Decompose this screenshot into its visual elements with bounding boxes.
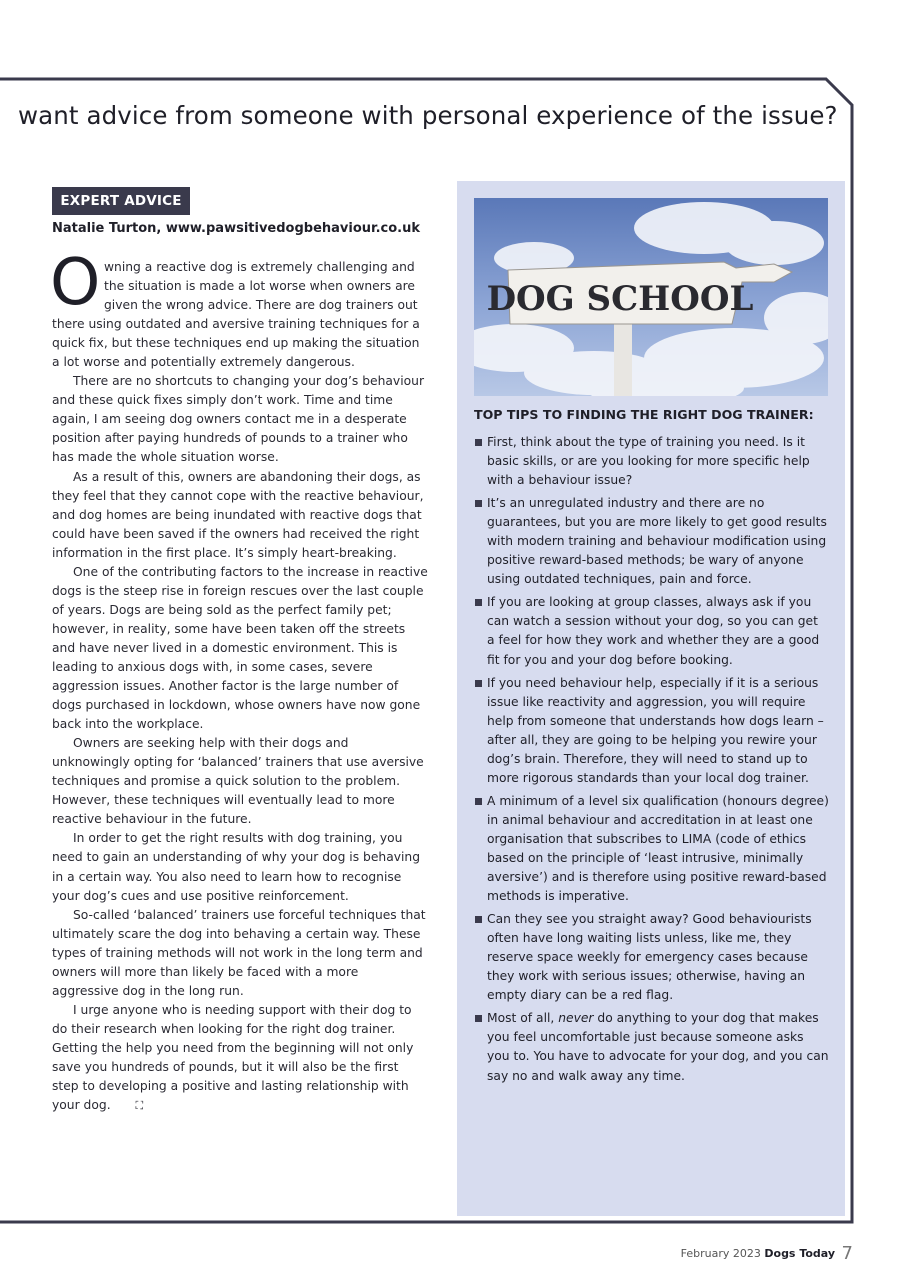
square-bullet-icon <box>475 439 482 446</box>
tip-item: First, think about the type of training you need. Is it basic skills, or are you looking for more specific help with a behaviour issue? <box>474 433 829 490</box>
square-bullet-icon <box>475 680 482 687</box>
article-paragraph: In order to get the right results with dog training, you need to gain an understanding of why your dog is behaving in a certain way. You also need to learn how to recognise your dog’s cues and use positive reinforcement. <box>52 831 421 903</box>
emphasis-never: never <box>558 1011 594 1026</box>
tip-item: If you are looking at group classes, always ask if you can watch a session without your dog, so you can get a feel for how they work and whether they are a good fit for you and your dog before booking. <box>474 593 829 669</box>
end-mark-icon: ⛶ <box>135 1099 144 1113</box>
expert-advice-badge: EXPERT ADVICE <box>52 187 190 215</box>
page-footer <box>681 1243 853 1265</box>
issue-date: February 2023 <box>680 1247 761 1260</box>
article-paragraph: I urge anyone who is needing support with their dog to do their research when looking for the right dog trainer. Getting the help you need from the beginning will not only save you hundreds of pounds, but it will also be the first step to developing a positive and lasting relationship with your dog. ⛶ <box>52 1001 428 1115</box>
tip-item: Can they see you straight away? Good behaviourists often have long waiting lists unless, like me, they reserve space weekly for emergency cases because they work with serious issues; otherwise, having an empty diary can be a red flag. <box>474 910 829 1005</box>
sign-text: DOG SCHOOL <box>486 279 754 319</box>
square-bullet-icon <box>475 916 482 923</box>
dog-school-photo <box>474 198 828 396</box>
page-number: 7 <box>841 1243 853 1264</box>
page-headline: want advice from someone with personal experience of the issue? <box>18 101 838 130</box>
article-paragraph: Owning a reactive dog is extremely challenging and the situation is made a lot worse when owners are given the wrong advice. There are dog trainers out there using outdated and aversive training techniques for a quick fix, but these techniques end up making the situation a lot worse and potentially extremely dangerous. <box>50 246 420 370</box>
tip-item: It’s an unregulated industry and there are no guarantees, but you are more likely to get good results with modern training and behaviour modification using positive reward-based methods; be wary of anyone using outdated techniques, pain and force. <box>474 494 829 589</box>
tip-item: Most of all, never do anything to your dog that makes you feel uncomfortable just because someone asks you to. You have to advocate for your dog, and you can say no and walk away any time. <box>474 1009 829 1085</box>
article-paragraph: As a result of this, owners are abandoning their dogs, as they feel that they cannot cope with the reactive behaviour, and dog homes are being inundated with reactive dogs that could have been saved if the owners had received the right information in the first place. It’s simply heart-breaking. <box>52 469 424 560</box>
tips-heading: TOP TIPS TO FINDING THE RIGHT DOG TRAINER: <box>474 407 814 422</box>
square-bullet-icon <box>475 599 482 606</box>
drop-cap: O <box>50 246 101 320</box>
article-paragraph: Owners are seeking help with their dogs and unknowingly opting for ‘balanced’ trainers that use aversive techniques and promise a quick solution to the problem. However, these techniques will eventually lead to more reactive behaviour in the future. <box>52 736 424 827</box>
article-paragraph: So-called ‘balanced’ trainers use forceful techniques that ultimately scare the dog into behaving a certain way. These types of training methods will not work in the long term and owners will more than likely be faced with a more aggressive dog in the long run. <box>52 907 426 998</box>
tips-list <box>474 433 829 1090</box>
author-byline: Natalie Turton, www.pawsitivedogbehaviour.co.uk <box>52 221 421 236</box>
tip-item: If you need behaviour help, especially if it is a serious issue like reactivity and aggression, you will require help from someone that understands how dogs learn – after all, they are going to be helping you rewire your dog’s brain. Therefore, they will need to stand up to more rigorous standards than your local dog trainer. <box>474 674 829 788</box>
article-paragraph: One of the contributing factors to the increase in reactive dogs is the steep rise in foreign rescues over the last couple of years. Dogs are being sold as the perfect family pet; however, in reality, some have been taken off the streets and have never lived in a domestic environment. This is leading to anxious dogs with, in some cases, severe aggression issues. Another factor is the large number of dogs purchased in lockdown, whose owners have now gone back into the workplace. <box>52 564 428 732</box>
square-bullet-icon <box>475 798 482 805</box>
square-bullet-icon <box>475 1015 482 1022</box>
article-body <box>50 246 428 1115</box>
tip-item: A minimum of a level six qualification (honours degree) in animal behaviour and accreditation in at least one organisation that subscribes to LIMA (code of ethics based on the principle of ‘least intrusive, minimally aversive’) and is therefore using positive reward-based methods is imperative. <box>474 792 829 906</box>
square-bullet-icon <box>475 500 482 507</box>
magazine-name: Dogs Today <box>764 1247 836 1260</box>
article-paragraph: There are no shortcuts to changing your dog’s behaviour and these quick fixes simply don’t work. Time and time again, I am seeing dog owners contact me in a desperate position after paying hundreds of pounds to a trainer who has made the whole situation worse. <box>52 374 424 465</box>
